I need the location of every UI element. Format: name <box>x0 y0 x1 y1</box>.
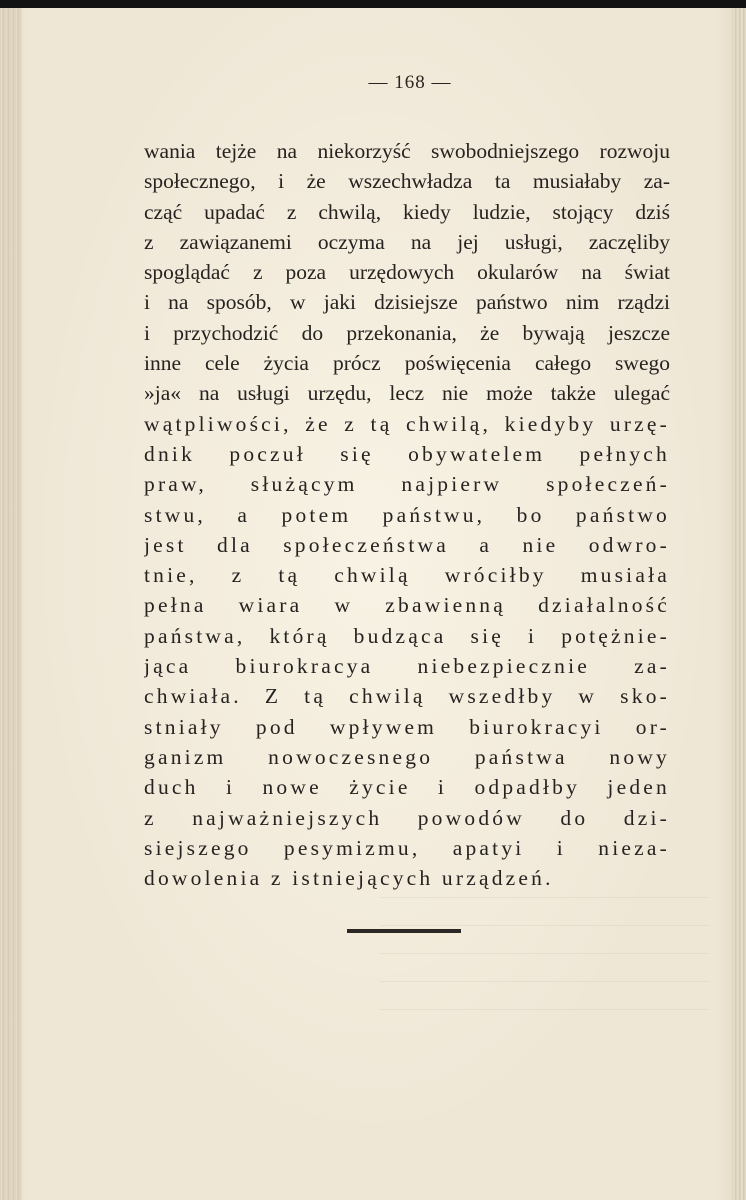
text-line: z najważniejszych powodów do dzi- <box>144 805 670 830</box>
end-of-text-rule <box>347 929 461 933</box>
text-line: spoglądać z poza urzędowych okularów na świat <box>144 260 670 285</box>
text-line: z zawiązanemi oczyma na jej usługi, zaczęliby <box>144 229 670 254</box>
text-line: duch i nowe życie i odpadłby jeden <box>144 775 670 800</box>
text-line: pełna wiara w zbawienną działalność <box>144 593 670 618</box>
text-line: dowolenia z istniejących urządzeń. <box>144 866 554 891</box>
text-line: tnie, z tą chwilą wróciłby musiała <box>144 563 670 588</box>
text-line: inne cele życia prócz poświęcenia całego swego <box>144 351 670 376</box>
text-line: praw, służącym najpierw społeczeń- <box>144 472 670 497</box>
text-line: cząć upadać z chwilą, kiedy ludzie, stojący dziś <box>144 199 670 224</box>
page-number: — 168 — <box>368 72 452 93</box>
body-text <box>144 136 670 893</box>
text-line: społecznego, i że wszechwładza ta musiałaby za- <box>144 169 670 194</box>
text-line: wania tejże na niekorzyść swobodniejszego rozwoju <box>144 139 670 163</box>
left-page-edges <box>0 8 22 1200</box>
text-line: jąca biurokracya niebezpiecznie za- <box>144 654 670 679</box>
right-page-edges <box>732 8 746 1200</box>
text-line: stniały pod wpływem biurokracyi or- <box>144 714 670 739</box>
text-line: dnik poczuł się obywatelem pełnych <box>144 441 670 466</box>
text-line: państwa, którą budząca się i potężnie- <box>144 623 670 648</box>
text-line: ganizm nowoczesnego państwa nowy <box>144 744 670 769</box>
text-line: i przychodzić do przekonania, że bywają jeszcze <box>144 320 670 345</box>
text-line: chwiała. Z tą chwilą wszedłby w sko- <box>144 684 670 709</box>
text-line: stwu, a potem państwu, bo państwo <box>144 502 670 527</box>
text-line: jest dla społeczeństwa a nie odwro- <box>144 532 670 557</box>
text-line: »ja« na usługi urzędu, lecz nie może także ulegać <box>144 381 670 406</box>
text-line: siejszego pesymizmu, apatyi i nieza- <box>144 835 670 860</box>
text-line: wątpliwości, że z tą chwilą, kiedyby urzę- <box>144 411 670 436</box>
text-line: i na sposób, w jaki dzisiejsze państwo nim rządzi <box>144 290 670 315</box>
